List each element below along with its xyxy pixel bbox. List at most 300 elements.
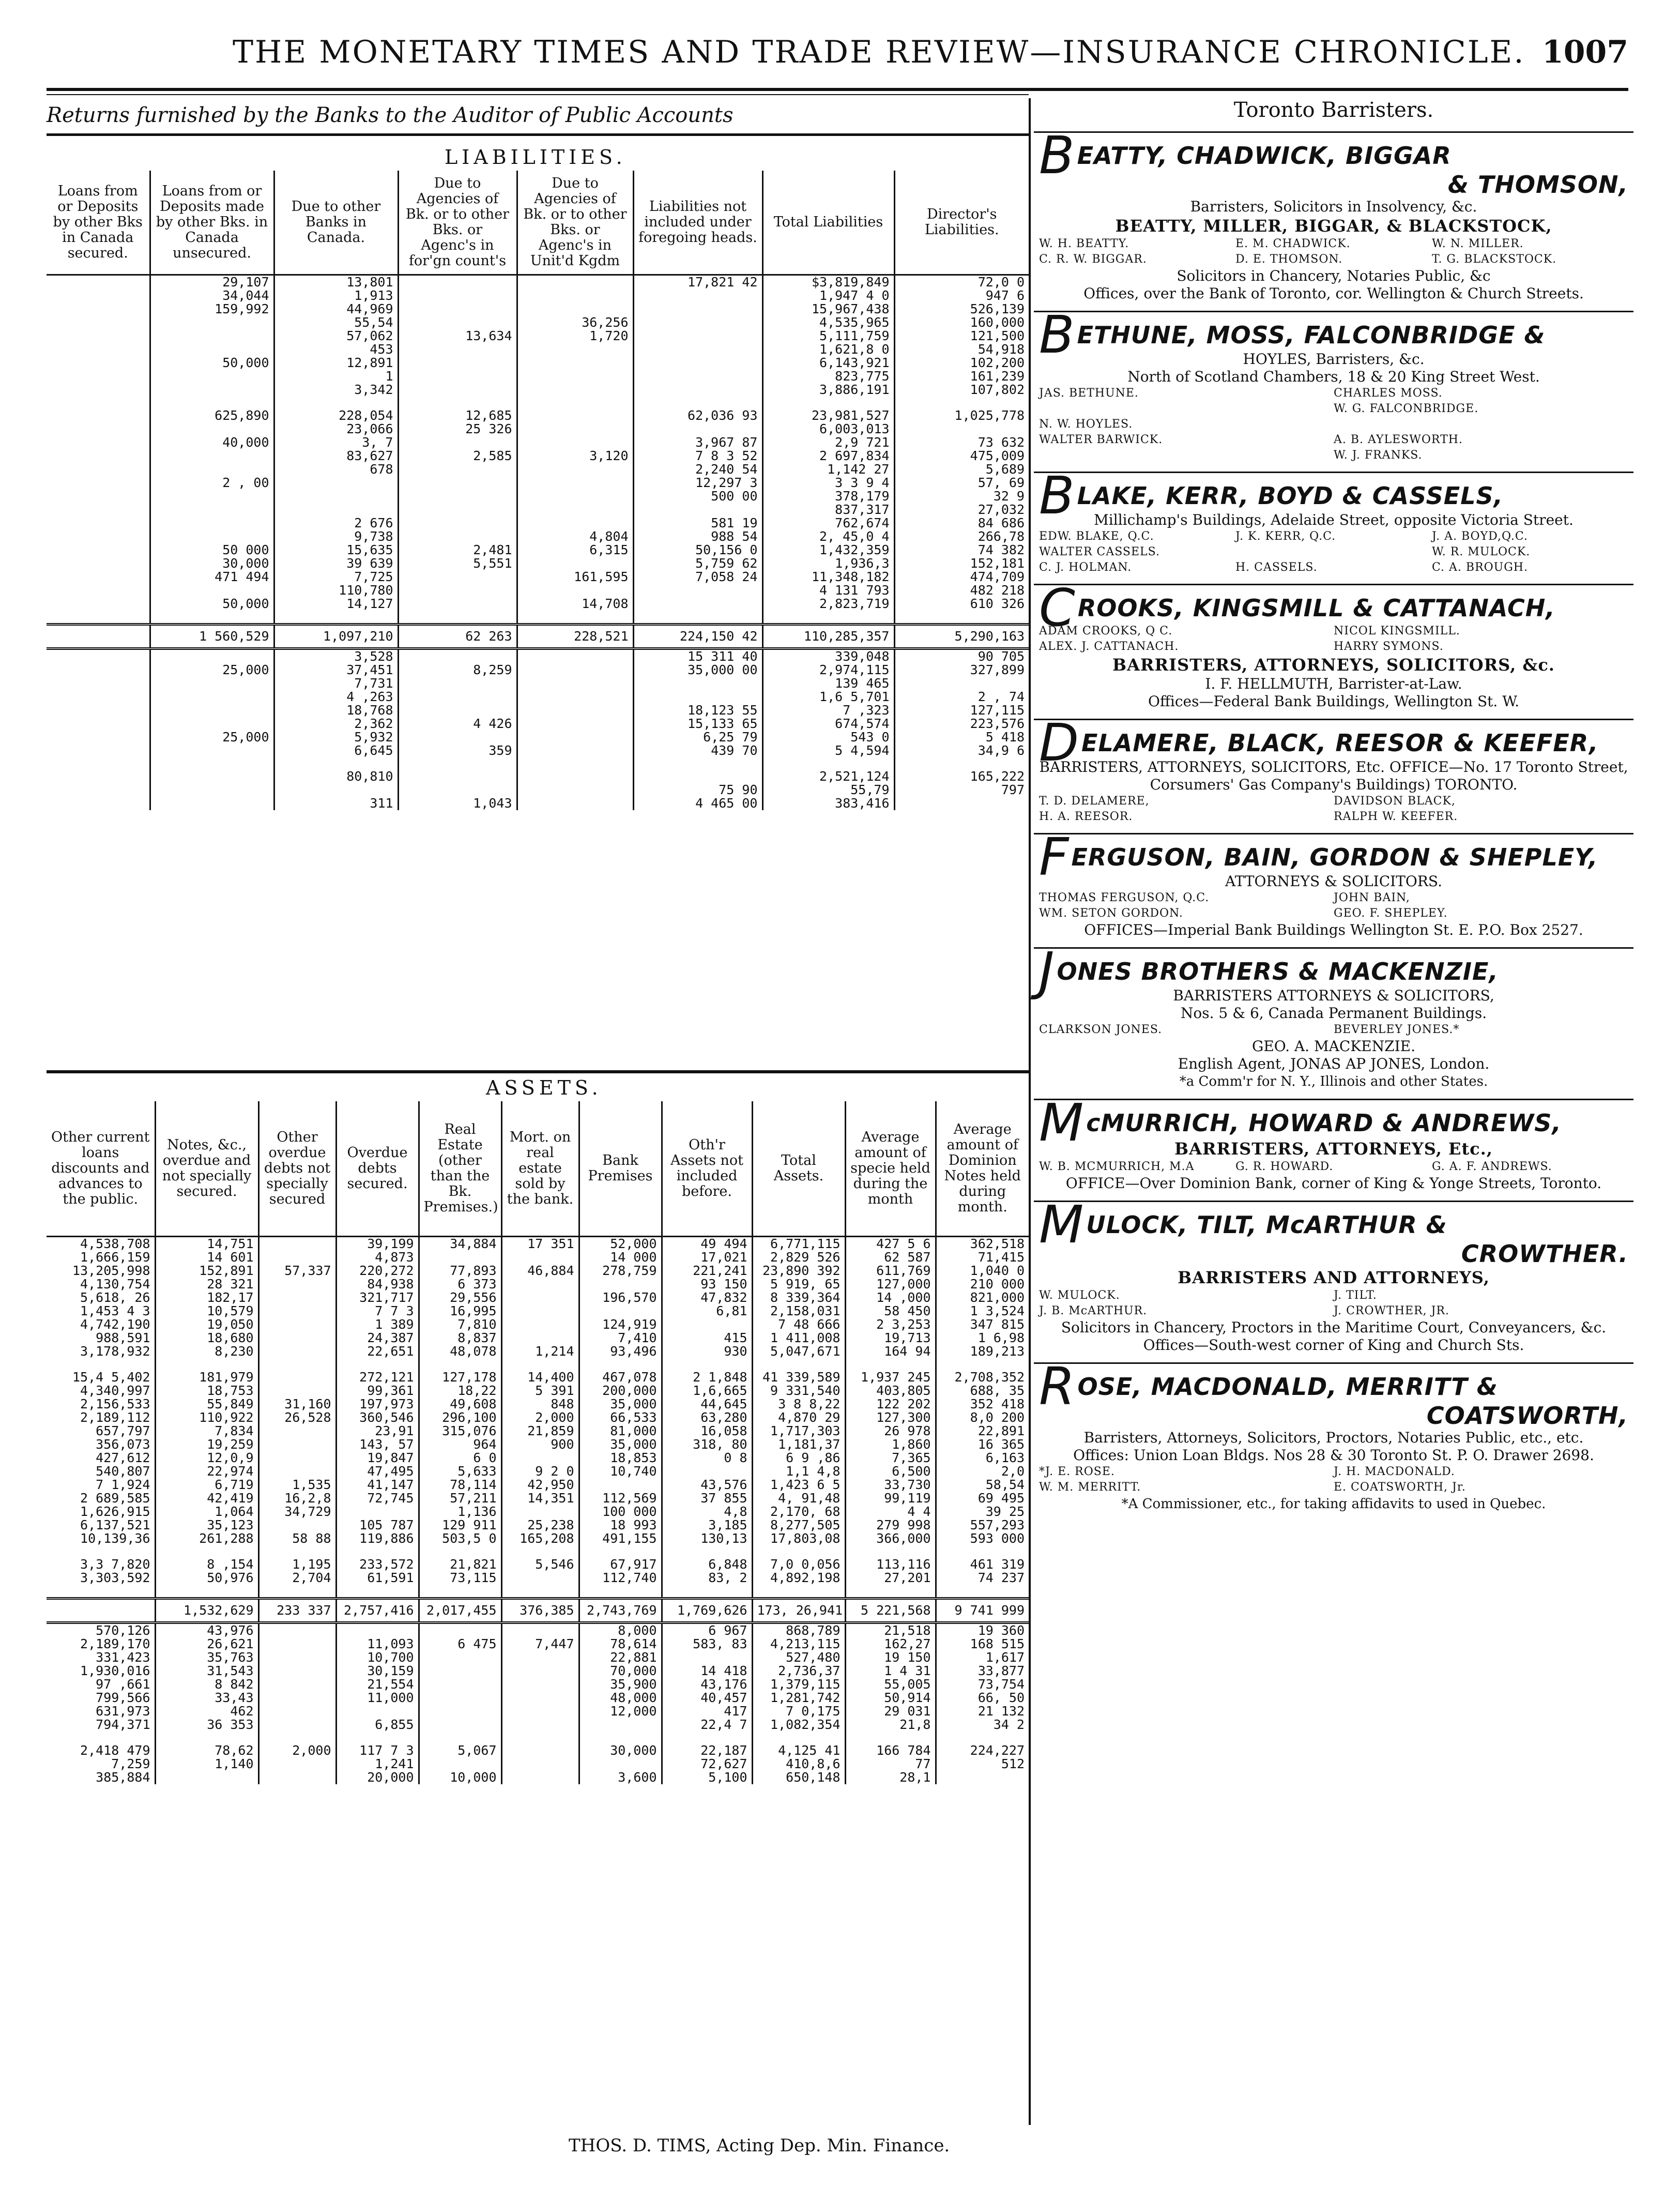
partner-name: [1334, 417, 1628, 432]
table-cell: 417: [662, 1705, 752, 1718]
table-cell: [419, 1757, 501, 1771]
table-cell: [47, 490, 150, 503]
table-cell: [47, 343, 150, 356]
firm-detail: Offices, over the Bank of Toronto, cor. Wellington & Church Streets.: [1083, 285, 1584, 302]
table-cell: [47, 370, 150, 383]
table-cell: [501, 1732, 579, 1744]
table-cell: 526,139: [894, 302, 1029, 316]
table-cell: [517, 409, 633, 422]
table-cell: 2 , 00: [150, 476, 274, 490]
table-cell: [258, 1251, 336, 1264]
table-cell: 10,000: [419, 1771, 501, 1784]
partner-name: HARRY SYMONS.: [1334, 640, 1444, 653]
table-cell: 14,751: [155, 1237, 258, 1251]
table-cell: [258, 1771, 336, 1784]
table-cell: 2,362: [274, 717, 398, 731]
table-cell: [579, 1585, 662, 1599]
table-cell: 8,259: [398, 663, 517, 677]
returns-title: Returns furnished by the Banks to the Auditor of Public Accounts: [47, 103, 734, 127]
table-cell: 27,032: [894, 503, 1029, 517]
table-cell: 1,379,115: [752, 1678, 845, 1691]
table-cell: 181,979: [155, 1371, 258, 1384]
table-cell: 25,000: [150, 731, 274, 744]
table-cell: 2,757,416: [336, 1599, 419, 1623]
table-cell: 152,891: [155, 1264, 258, 1278]
table-cell: 75 90: [633, 783, 762, 797]
table-cell: 1,043: [398, 797, 517, 810]
table-cell: 467,078: [579, 1371, 662, 1384]
table-cell: 39 25: [936, 1505, 1029, 1518]
table-cell: 1,423 6 5: [752, 1478, 845, 1492]
table-cell: 688, 35: [936, 1384, 1029, 1398]
firm-subtitle: BARRISTERS AND ATTORNEYS,: [1178, 1268, 1490, 1287]
table-cell: [501, 1545, 579, 1558]
table-cell: [398, 570, 517, 584]
table-cell: 1,195: [258, 1558, 336, 1571]
table-cell: [47, 757, 150, 770]
table-cell: 84 686: [894, 517, 1029, 530]
table-cell: 81,000: [579, 1424, 662, 1438]
liabilities-column-header: Total Liabilities: [762, 171, 894, 275]
table-cell: 21 132: [936, 1705, 1029, 1718]
table-cell: 581 19: [633, 517, 762, 530]
table-cell: 3,886,191: [762, 383, 894, 397]
table-cell: $3,819,849: [762, 275, 894, 290]
table-cell: [633, 316, 762, 329]
table-cell: 1,241: [336, 1757, 419, 1771]
table-cell: 4,125 41: [752, 1744, 845, 1757]
table-cell: 1 3,524: [936, 1304, 1029, 1318]
table-cell: [662, 1318, 752, 1331]
table-cell: 77,893: [419, 1264, 501, 1278]
table-cell: [274, 757, 398, 770]
table-cell: [336, 1545, 419, 1558]
partner-name: H. CASSELS.: [1235, 561, 1318, 574]
table-cell: [47, 476, 150, 490]
table-cell: 6,645: [274, 744, 398, 757]
firm-name: MULOCK, TILT, McARTHUR &: [1039, 1194, 1447, 1255]
table-row: [47, 1424, 1029, 1438]
table-cell: [258, 1585, 336, 1599]
table-cell: [258, 1384, 336, 1398]
table-cell: 5,047,671: [752, 1345, 845, 1358]
table-cell: 3,967 87: [633, 436, 762, 449]
partner-name: RALPH W. KEEFER.: [1334, 810, 1458, 823]
table-cell: 1,936,3: [762, 557, 894, 570]
table-cell: 512: [936, 1757, 1029, 1771]
table-cell: [274, 783, 398, 797]
table-row: [47, 690, 1029, 704]
table-cell: 31,160: [258, 1398, 336, 1411]
table-cell: 33,43: [155, 1691, 258, 1705]
partner-name: W. MULOCK.: [1039, 1289, 1120, 1302]
table-row: [47, 1705, 1029, 1718]
table-cell: 359: [398, 744, 517, 757]
table-cell: 15,967,438: [762, 302, 894, 316]
table-cell: 491,155: [579, 1532, 662, 1545]
table-cell: [398, 584, 517, 597]
table-cell: [845, 1732, 936, 1744]
table-cell: [633, 356, 762, 370]
table-cell: [398, 275, 517, 290]
firm-name: JONES BROTHERS & MACKENZIE,: [1039, 941, 1499, 1001]
table-row: [47, 1478, 1029, 1492]
table-cell: 74 237: [936, 1571, 1029, 1585]
table-cell: [501, 1691, 579, 1705]
table-cell: [894, 611, 1029, 625]
table-cell: [633, 302, 762, 316]
table-cell: [258, 1705, 336, 1718]
table-cell: 58,54: [936, 1478, 1029, 1492]
partner-name: J. H. MACDONALD.: [1334, 1465, 1455, 1478]
table-row: [47, 1744, 1029, 1757]
table-cell: 162,27: [845, 1637, 936, 1651]
table-cell: [258, 1651, 336, 1664]
table-row: [47, 343, 1029, 356]
table-cell: 383,416: [762, 797, 894, 810]
table-cell: [517, 343, 633, 356]
table-cell: 503,5 0: [419, 1532, 501, 1545]
table-row: [47, 584, 1029, 597]
table-cell: [936, 1771, 1029, 1784]
table-cell: [633, 289, 762, 302]
table-cell: 2,170, 68: [752, 1505, 845, 1518]
table-cell: 1,913: [274, 289, 398, 302]
table-cell: [398, 757, 517, 770]
table-cell: 427,612: [96, 1451, 150, 1465]
table-cell: 13,801: [274, 275, 398, 290]
table-cell: [936, 1732, 1029, 1744]
table-cell: [501, 1571, 579, 1585]
table-cell: 8,230: [155, 1345, 258, 1358]
table-cell: 261,288: [155, 1532, 258, 1545]
table-cell: 611,769: [845, 1264, 936, 1278]
table-cell: [501, 1278, 579, 1291]
table-cell: 1 560,529: [150, 625, 274, 649]
partner-name: W. H. BEATTY.: [1039, 237, 1129, 250]
table-row: [47, 543, 1029, 557]
table-cell: [419, 1705, 501, 1718]
table-cell: [274, 490, 398, 503]
table-cell: 35,123: [155, 1518, 258, 1532]
partner-name: H. A. REESOR.: [1039, 810, 1133, 823]
table-cell: [633, 770, 762, 783]
table-row: [47, 625, 1029, 649]
table-cell: [47, 436, 150, 449]
table-cell: [501, 1678, 579, 1691]
partner-name: G. A. F. ANDREWS.: [1432, 1160, 1552, 1173]
partner-names: [1039, 1159, 1628, 1175]
table-cell: 58 88: [258, 1532, 336, 1545]
table-cell: [47, 770, 150, 783]
table-cell: [398, 597, 517, 611]
table-cell: [501, 1318, 579, 1331]
table-cell: 7,834: [155, 1424, 258, 1438]
table-cell: [258, 1465, 336, 1478]
firm-listing: [1034, 827, 1633, 947]
table-cell: 13,205,998: [72, 1264, 150, 1278]
table-cell: 1,621,8 0: [762, 343, 894, 356]
table-cell: 44,645: [662, 1398, 752, 1411]
partner-name: G. R. HOWARD.: [1235, 1160, 1334, 1173]
firm-listing: [1034, 712, 1633, 833]
assets-column-header: Real Estate (other than the Bk. Premises.): [419, 1101, 501, 1237]
table-cell: 110,285,357: [762, 625, 894, 649]
table-cell: [501, 1358, 579, 1371]
table-cell: 34,9 6: [894, 744, 1029, 757]
assets-column-header: Total Assets.: [752, 1101, 845, 1237]
table-cell: 22,4 7: [662, 1718, 752, 1732]
table-cell: [47, 316, 150, 329]
table-cell: 9 331,540: [752, 1384, 845, 1398]
table-cell: 55,79: [762, 783, 894, 797]
table-cell: 1 4 31: [845, 1664, 936, 1678]
table-cell: 12,000: [579, 1705, 662, 1718]
firm-detail: Millichamp's Buildings, Adelaide Street, opposite Victoria Street.: [1094, 511, 1574, 528]
table-cell: 868,789: [752, 1623, 845, 1638]
table-cell: [150, 463, 274, 476]
table-cell: 15,635: [274, 543, 398, 557]
table-cell: 10,740: [579, 1465, 662, 1478]
table-cell: 30,159: [336, 1664, 419, 1678]
table-cell: 3,120: [517, 449, 633, 463]
table-cell: 29,556: [419, 1291, 501, 1304]
table-cell: 84,938: [336, 1278, 419, 1291]
table-cell: [258, 1718, 336, 1732]
table-cell: [336, 1732, 419, 1744]
table-cell: 2,823,719: [762, 597, 894, 611]
table-cell: 6 0: [419, 1451, 501, 1465]
table-cell: 794,371: [96, 1718, 150, 1732]
table-cell: 26,621: [155, 1637, 258, 1651]
table-cell: 228,054: [274, 409, 398, 422]
table-cell: 4, 91,48: [752, 1492, 845, 1505]
table-cell: 2,521,124: [762, 770, 894, 783]
table-cell: 6,25 79: [633, 731, 762, 744]
table-cell: [47, 570, 150, 584]
table-cell: 73,115: [419, 1571, 501, 1585]
table-cell: 331,423: [96, 1651, 150, 1664]
table-cell: 2,481: [398, 543, 517, 557]
page-header: [47, 31, 1628, 78]
firm-detail: Nos. 5 & 6, Canada Permanent Buildings.: [1180, 1005, 1487, 1022]
table-cell: 21,8: [845, 1718, 936, 1732]
table-cell: [258, 1518, 336, 1532]
table-cell: 93,496: [579, 1345, 662, 1358]
table-cell: [258, 1424, 336, 1438]
table-cell: 44,969: [274, 302, 398, 316]
table-cell: 18 993: [579, 1518, 662, 1532]
table-cell: 124,919: [579, 1318, 662, 1331]
table-row: [47, 1278, 1029, 1291]
table-cell: 5,759 62: [633, 557, 762, 570]
table-row: [47, 370, 1029, 383]
table-cell: [47, 543, 150, 557]
table-cell: [47, 584, 150, 597]
assets-column-header: Average amount of Dominion Notes held during month.: [936, 1101, 1029, 1237]
table-cell: 540,807: [96, 1465, 150, 1478]
table-cell: 33,730: [845, 1478, 936, 1492]
table-cell: [336, 1358, 419, 1371]
table-cell: 1,617: [936, 1651, 1029, 1664]
table-cell: 1,214: [501, 1345, 579, 1358]
table-cell: 453: [274, 343, 398, 356]
table-cell: 23,890 392: [752, 1264, 845, 1278]
table-cell: 461 319: [936, 1558, 1029, 1571]
table-cell: 55,005: [845, 1678, 936, 1691]
table-cell: 366,000: [845, 1532, 936, 1545]
table-cell: 318, 80: [662, 1438, 752, 1451]
table-cell: 173, 26,941: [752, 1599, 845, 1623]
table-cell: 2 3,253: [845, 1318, 936, 1331]
table-row: [47, 557, 1029, 570]
table-cell: 28,1: [845, 1771, 936, 1784]
table-cell: 988 54: [633, 530, 762, 543]
table-cell: 2 689,585: [80, 1492, 150, 1505]
table-cell: [150, 316, 274, 329]
firm-detail: BARRISTERS, ATTORNEYS, SOLICITORS, Etc. OFFICE—No. 17 Toronto Street, Corsumers' Gas Company's Buildings) TORONTO.: [1039, 758, 1628, 793]
table-row: [47, 409, 1029, 422]
table-cell: 1,937 245: [845, 1371, 936, 1384]
table-cell: 7,058 24: [633, 570, 762, 584]
firm-detail: HOYLES, Barristers, &c.: [1243, 351, 1425, 368]
partner-name: [1039, 401, 1334, 417]
table-cell: [501, 1705, 579, 1718]
table-cell: [501, 1623, 579, 1638]
table-cell: 339,048: [762, 649, 894, 664]
table-cell: [894, 757, 1029, 770]
firm-name: FERGUSON, BAIN, GORDON & SHEPLEY,: [1039, 827, 1598, 887]
table-cell: [633, 370, 762, 383]
table-cell: [517, 397, 633, 409]
table-cell: 90 705: [894, 649, 1029, 664]
table-cell: 1,140: [155, 1757, 258, 1771]
table-cell: [258, 1237, 336, 1251]
table-cell: [517, 422, 633, 436]
table-cell: [894, 397, 1029, 409]
liabilities-title: LIABILITIES.: [445, 146, 627, 169]
table-cell: [894, 797, 1029, 810]
table-cell: [150, 797, 274, 810]
table-cell: [150, 397, 274, 409]
table-row: [47, 289, 1029, 302]
firm-detail: Offices: Union Loan Bldgs. Nos 28 & 30 Toronto St. P. O. Drawer 2698.: [1073, 1447, 1594, 1464]
table-cell: 3, 7: [274, 436, 398, 449]
table-cell: 35,763: [155, 1651, 258, 1664]
table-cell: 1,040 0: [936, 1264, 1029, 1278]
table-row: [47, 757, 1029, 770]
table-cell: 66, 50: [936, 1691, 1029, 1705]
table-cell: 2,9 721: [762, 436, 894, 449]
table-cell: [517, 302, 633, 316]
table-cell: 2,708,352: [936, 1371, 1029, 1384]
table-row: [47, 677, 1029, 690]
table-cell: 41,147: [336, 1478, 419, 1492]
table-cell: [633, 343, 762, 356]
table-cell: 223,576: [894, 717, 1029, 731]
table-cell: 50,976: [155, 1571, 258, 1585]
table-cell: [633, 690, 762, 704]
table-cell: 47,832: [662, 1291, 752, 1304]
table-cell: 2,0: [936, 1465, 1029, 1478]
table-cell: 315,076: [419, 1424, 501, 1438]
table-cell: [517, 383, 633, 397]
table-cell: [517, 557, 633, 570]
table-cell: 5 418: [894, 731, 1029, 744]
firm-name-continued: CROWTHER.: [1461, 1240, 1628, 1268]
table-cell: 6,848: [662, 1558, 752, 1571]
table-cell: 83,627: [274, 449, 398, 463]
table-cell: 12,297 3: [633, 476, 762, 490]
partner-name: *J. E. ROSE.: [1039, 1465, 1115, 1478]
table-cell: 6,771,115: [752, 1237, 845, 1251]
table-row: [47, 663, 1029, 677]
table-cell: 22,881: [579, 1651, 662, 1664]
firm-name: BEATTY, CHADWICK, BIGGAR: [1039, 125, 1452, 186]
table-cell: 39 639: [274, 557, 398, 570]
table-cell: [501, 1664, 579, 1678]
table-cell: [47, 503, 150, 517]
table-cell: 18,768: [274, 704, 398, 717]
table-cell: 49,608: [419, 1398, 501, 1411]
table-cell: [579, 1278, 662, 1291]
table-cell: 2,189,112: [80, 1411, 150, 1424]
table-cell: 593 000: [936, 1532, 1029, 1545]
partner-name: [1039, 448, 1334, 463]
partner-name: JOHN BAIN,: [1334, 891, 1410, 904]
table-cell: [517, 677, 633, 690]
table-cell: [150, 611, 274, 625]
table-cell: [150, 783, 274, 797]
table-cell: 321,717: [336, 1291, 419, 1304]
table-cell: 78,62: [155, 1744, 258, 1757]
assets-column-header: Other current loans discounts and advances to the public.: [47, 1101, 155, 1237]
table-cell: [150, 770, 274, 783]
table-cell: [398, 503, 517, 517]
table-cell: [150, 704, 274, 717]
table-cell: 2,240 54: [633, 463, 762, 476]
table-cell: 2,736,37: [752, 1664, 845, 1678]
table-cell: [398, 731, 517, 744]
table-row: [47, 1532, 1029, 1545]
table-cell: 40,000: [150, 436, 274, 449]
firm-detail: Barristers, Attorneys, Solicitors, Proctors, Notaries Public, etc., etc.: [1083, 1429, 1584, 1446]
table-cell: 25,000: [150, 663, 274, 677]
table-row: [47, 449, 1029, 463]
firm-listing: [1034, 1092, 1633, 1201]
firm-detail: Solicitors in Chancery, Notaries Public, &c: [1177, 267, 1491, 284]
liabilities-column-header: Liabilities not included under foregoing heads.: [633, 171, 762, 275]
table-cell: 29,107: [150, 275, 274, 290]
table-row: [47, 797, 1029, 810]
table-cell: 93 150: [662, 1278, 752, 1291]
table-cell: 4 ,263: [274, 690, 398, 704]
table-cell: 3 8 8,22: [752, 1398, 845, 1411]
table-cell: 8,277,505: [752, 1518, 845, 1532]
firm-detail: I. F. HELLMUTH, Barrister-at-Law.: [1205, 675, 1462, 692]
liabilities-column-header: Director's Liabilities.: [894, 171, 1029, 275]
table-cell: 2,743,769: [579, 1599, 662, 1623]
table-cell: 43,176: [662, 1678, 752, 1691]
table-cell: 5,067: [419, 1744, 501, 1757]
table-cell: 57,211: [419, 1492, 501, 1505]
table-cell: [752, 1358, 845, 1371]
table-cell: 19,847: [336, 1451, 419, 1465]
table-cell: 1,281,742: [752, 1691, 845, 1705]
table-cell: 48,078: [419, 1345, 501, 1358]
table-cell: [633, 597, 762, 611]
table-cell: 22,651: [336, 1345, 419, 1358]
